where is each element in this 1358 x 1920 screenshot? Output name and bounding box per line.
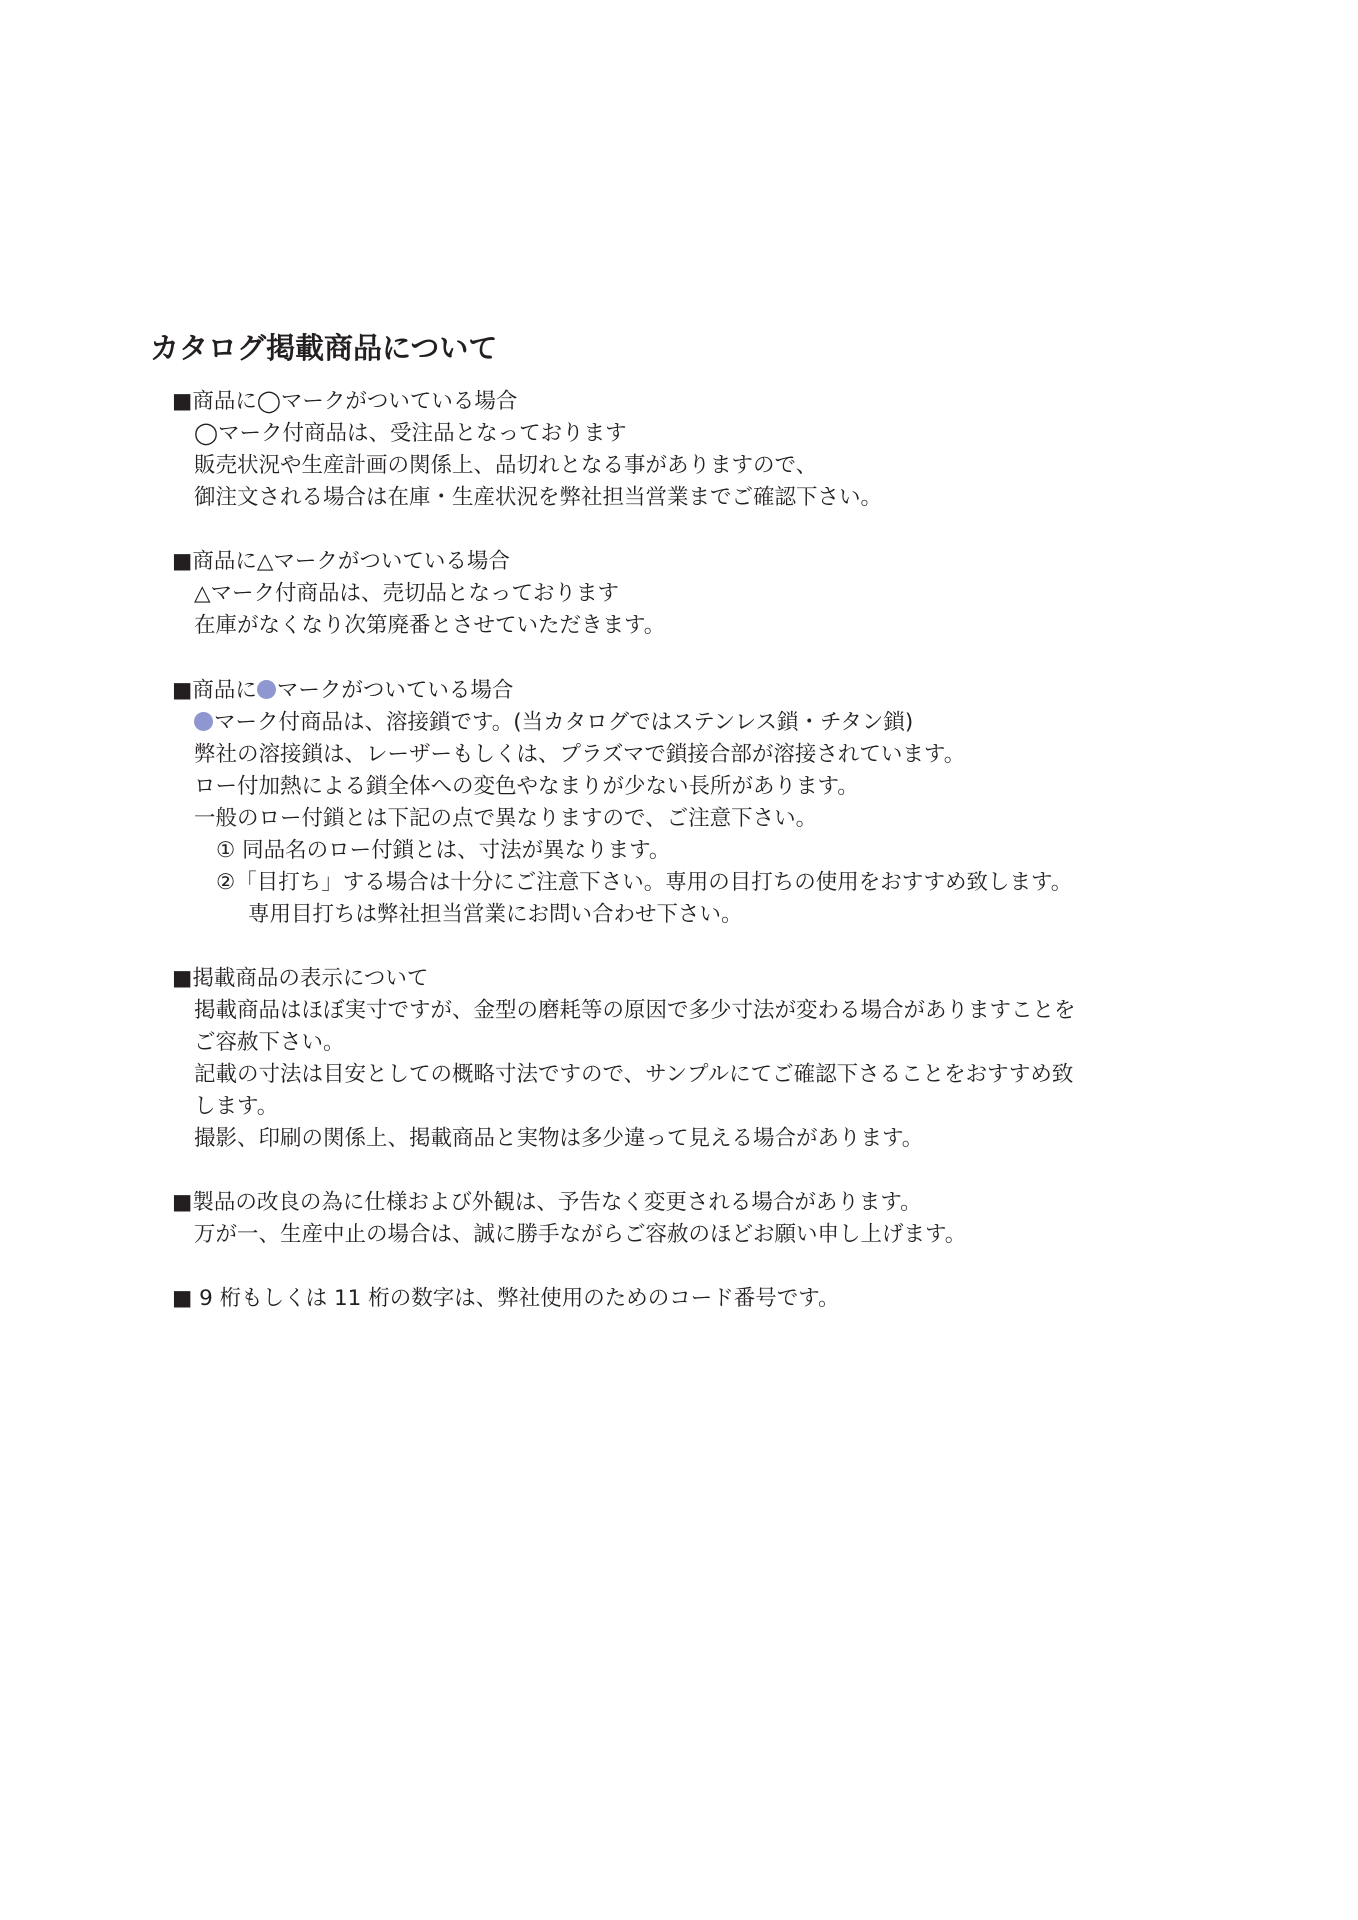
section-line: 万が一、生産中止の場合は、誠に勝手ながらご容赦のほどお願い申し上げます。 xyxy=(194,1222,967,1247)
section-heading-code-number: ■ 9 桁もしくは 11 桁の数字は、弊社使用のためのコード番号です。 xyxy=(172,1286,840,1311)
section-line: 一般のロー付鎖とは下記の点で異なりますので、ご注意下さい。 xyxy=(194,806,818,831)
page-title: カタログ掲載商品について xyxy=(150,331,498,365)
section-line: ご容赦下さい。 xyxy=(194,1030,345,1055)
section-heading-triangle-mark: ■商品に△マークがついている場合 xyxy=(172,549,510,574)
section-heading-dot-mark xyxy=(172,676,513,706)
section-line: 弊社の溶接鎖は、レーザーもしくは、プラズマで鎖接合部が溶接されています。 xyxy=(194,742,966,767)
blue-dot-icon xyxy=(257,680,276,699)
section-heading-improvement: ■製品の改良の為に仕様および外観は、予告なく変更される場合があります。 xyxy=(172,1190,922,1215)
section-line: します。 xyxy=(194,1094,279,1119)
section-line: 販売状況や生産計画の関係上、品切れとなる事がありますので、 xyxy=(194,453,818,478)
section-line xyxy=(194,708,913,738)
section-heading-display: ■掲載商品の表示について xyxy=(172,966,429,991)
dot-line-text: マーク付商品は、溶接鎖です。(当カタログではステンレス鎖・チタン鎖) xyxy=(214,710,914,735)
numbered-point: ②「目打ち」する場合は十分にご注意下さい。専用の目打ちの使用をおすすめ致します。 xyxy=(216,870,1073,895)
heading-prefix: ■商品に xyxy=(172,678,257,703)
section-line: 撮影、印刷の関係上、掲載商品と実物は多少違って見える場合があります。 xyxy=(194,1126,924,1151)
section-line: 御注文される場合は在庫・生産状況を弊社担当営業までご確認下さい。 xyxy=(194,485,883,510)
section-line: △マーク付商品は、売切品となっております xyxy=(194,581,620,606)
section-line: ◯マーク付商品は、受注品となっております xyxy=(194,421,627,446)
point-note: 専用目打ちは弊社担当営業にお問い合わせ下さい。 xyxy=(248,902,743,927)
section-line: 掲載商品はほぼ実寸ですが、金型の磨耗等の原因で多少寸法が変わる場合がありますことを xyxy=(194,998,1076,1023)
numbered-point: ① 同品名のロー付鎖とは、寸法が異なります。 xyxy=(216,838,671,863)
section-heading-circle-mark: ■商品に◯マークがついている場合 xyxy=(172,389,518,414)
section-line: 在庫がなくなり次第廃番とさせていただきます。 xyxy=(194,613,666,638)
section-line: ロー付加熱による鎖全体への変色やなまりが少ない長所があります。 xyxy=(194,774,859,799)
blue-dot-icon xyxy=(194,712,213,731)
section-line: 記載の寸法は目安としての概略寸法ですので、サンプルにてご確認下さることをおすすめ致 xyxy=(194,1062,1074,1087)
heading-suffix: マークがついている場合 xyxy=(276,678,514,703)
